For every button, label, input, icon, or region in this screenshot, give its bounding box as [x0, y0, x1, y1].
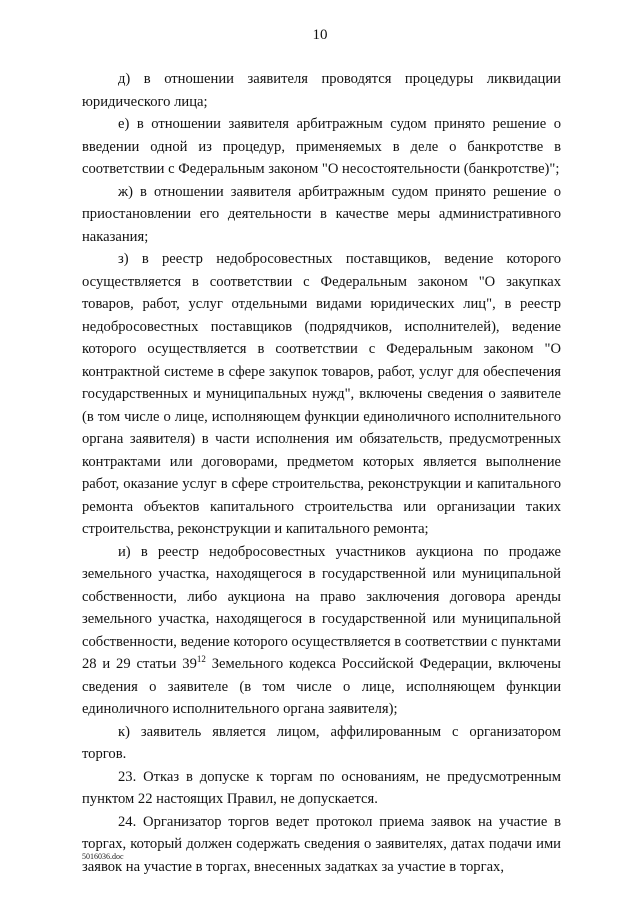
paragraph-23: 23. Отказ в допуске к торгам по основаниям, не предусмотренным пунктом 22 настоящих Правил, не допускается.: [82, 768, 561, 807]
paragraph-z: з) в реестр недобросовестных поставщиков, ведение которого осуществляется в соответствии с Федеральным законом "О закупках товаров, работ, услуг отдельными видами юридических лиц", в реестр недобросовестных поставщиков (подрядчиков, исполнителей), ведение которого осуществляется в соответствии с Федеральным законом "О контрактной системе в сфере закупок товаров, работ, услуг для обеспечения государственных и муниципальных нужд", включены сведения о заявителе (в том числе о лице, исполняющем функции единоличного исполнительного органа заявителя) в части исполнения им обязательств, предусмотренных контрактами или договорами, предметом которых является выполнение работ, оказание услуг в сфере строительства, реконструкции и капитального ремонта объектов капитального строительства или организации таких строительства, реконструкции и капитального ремонта;: [82, 251, 561, 537]
paragraph-d: д) в отношении заявителя проводятся процедуры ликвидации юридического лица;: [82, 71, 561, 110]
paragraph-i-start: и) в реестр недобросовестных участников аукциона по продаже земельного участка, находящегося в государственной или муниципальной собственности, либо аукциона на право заключения договора аренды земельного участка, находящегося в государственной или муниципальной собственности, ведение которого осуществляется в соответствии с пунктами 28 и 29 статьи 39: [82, 543, 561, 672]
document-body: [82, 68, 561, 878]
paragraph-24: 24. Организатор торгов ведет протокол приема заявок на участие в торгах, который должен содержать сведения о заявителях, датах подачи ими заявок на участие в торгах, внесенных задатках за участие в торгах,: [82, 813, 561, 875]
page-number: 10: [312, 27, 328, 43]
paragraph-i: [82, 541, 561, 721]
article-superscript: 12: [196, 654, 206, 665]
paragraph-i-end: Земельного кодекса Российской Федерации, включены сведения о заявителе (в том числе о лице, исполняющем функции единоличного исполнительного органа заявителя);: [82, 656, 561, 717]
footer-filename: 5016036.doc: [82, 852, 124, 861]
paragraph-zh: ж) в отношении заявителя арбитражным судом принято решение о приостановлении его деятельности в качестве меры административного наказания;: [82, 183, 561, 245]
paragraph-e: е) в отношении заявителя арбитражным судом принято решение о введении одной из процедур, применяемых в деле о банкротстве в соответствии с Федеральным законом "О несостоятельности (банкротстве)";: [82, 116, 561, 177]
paragraph-k: к) заявитель является лицом, аффилированным с организатором торгов.: [82, 723, 561, 762]
